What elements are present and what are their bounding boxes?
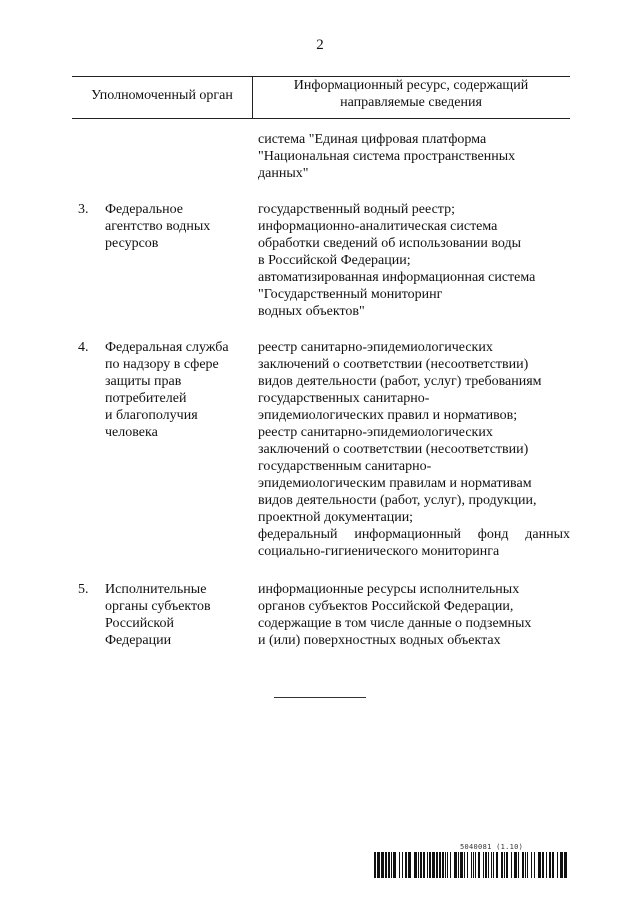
agency-line: Исполнительные [105,582,207,597]
agency-line: Федеральное [105,202,184,217]
resource-line: реестр санитарно-эпидемиологических [258,340,493,355]
barcode-bar [429,852,431,878]
barcode-bar [381,852,384,878]
agency-line: Федеральная служба [105,340,229,355]
barcode-bar [464,852,465,878]
barcode-bar [475,852,476,878]
resource-line: информационные ресурсы исполнительных [258,582,520,597]
barcode-bar [473,852,474,878]
row-number: 4. [78,340,89,355]
resource-line: федеральный информационный фонд данных [258,527,570,542]
agency-line: по надзору в сфере [105,357,219,372]
barcode-bar [496,852,498,878]
resource-line: система "Единая цифровая платформа [258,132,487,147]
resource-line: содержащие в том числе данные о подземных [258,616,532,631]
resource-line: заключений о соответствии (несоответствии) [258,357,529,372]
barcode-bar [445,852,446,878]
barcode-bar [522,852,524,878]
continuation-text [258,131,570,182]
resource-line: видов деятельности (работ, услуг) требованиям [258,374,542,389]
barcode-bar [374,852,376,878]
barcode-bar [488,852,489,878]
header-authority: Уполномоченный орган [91,88,233,103]
barcode-bar [511,852,512,878]
barcode-bar [514,852,517,878]
row-resource [258,581,570,649]
barcode-bar [471,852,472,878]
resource-line: социально-гигиенического мониторинга [258,544,500,559]
barcode-bar [525,852,526,878]
resource-line: данных" [258,166,309,181]
barcode-bar [483,852,484,878]
barcode-bar [538,852,541,878]
row-resource [258,201,570,320]
agency-line: потребителей [105,391,187,406]
barcode-bar [504,852,505,878]
barcode-bar [418,852,419,878]
barcode-bar [506,852,508,878]
row-agency [105,201,250,252]
page-number: 2 [316,37,324,53]
end-of-document-rule [274,697,366,698]
barcode-bar [450,852,451,878]
barcode-bar [393,852,396,878]
barcode-bar [491,852,492,878]
resource-line: государственных санитарно- [258,391,430,406]
agency-line: Федерации [105,633,172,648]
resource-line: и (или) поверхностных водных объектах [258,633,501,648]
barcode-bar [377,852,380,878]
resource-line: заключений о соответствии (несоответствии) [258,442,529,457]
barcode-bar [485,852,487,878]
barcode-bar [478,852,480,878]
barcode-bar [388,852,390,878]
barcode-bar [399,852,400,878]
barcode-bar [501,852,503,878]
barcode-bar [460,852,463,878]
header-resource-line: Информационный ресурс, содержащий [293,78,529,93]
barcode-bar [518,852,519,878]
barcode-bar [442,852,444,878]
document-code: 5040081 (1.10) [460,843,524,851]
row-agency [105,339,250,441]
agency-line: агентство водных [105,219,211,234]
row-number: 3. [78,202,89,217]
row-resource [258,339,570,560]
barcode-bar [493,852,494,878]
agency-line: и благополучия [105,408,198,423]
agency-line: ресурсов [105,236,159,251]
barcode-bar [531,852,532,878]
barcode-bar [454,852,457,878]
barcode-bar [447,852,448,878]
resource-line: государственный водный реестр; [258,202,455,217]
barcode [374,852,568,878]
resource-line: проектной документации; [258,510,414,525]
resource-line: обработки сведений об использовании воды [258,236,521,251]
barcode-bar [408,852,411,878]
barcode-bar [560,852,563,878]
barcode-bar [439,852,441,878]
barcode-bar [546,852,547,878]
resource-line: органов субъектов Российской Федерации, [258,599,514,614]
barcode-bar [423,852,425,878]
resource-line: водных объектов" [258,304,365,319]
agency-line: человека [105,425,158,440]
barcode-bar [427,852,428,878]
barcode-bar [391,852,392,878]
barcode-bar [420,852,422,878]
resource-line: "Государственный мониторинг [258,287,443,302]
resource-line: видов деятельности (работ, услуг), продукции, [258,493,537,508]
barcode-bar [432,852,435,878]
barcode-bar [467,852,468,878]
header-resource-line: направляемые сведения [340,95,482,110]
header-bottom-rule [72,118,570,119]
resource-line: в Российской Федерации; [258,253,411,268]
resource-line: реестр санитарно-эпидемиологических [258,425,493,440]
barcode-bar [534,852,535,878]
resource-line: "Национальная система пространственных [258,149,516,164]
row-number: 5. [78,582,89,597]
row-agency [105,581,250,649]
barcode-bar [564,852,567,878]
agency-line: Российской [105,616,174,631]
resource-line: информационно-аналитическая система [258,219,498,234]
barcode-bar [458,852,459,878]
resource-line: эпидемиологических правил и нормативов; [258,408,518,423]
resource-line: эпидемиологическим правилам и нормативам [258,476,532,491]
barcode-bar [385,852,387,878]
barcode-bar [542,852,544,878]
barcode-bar [549,852,551,878]
agency-line: защиты прав [105,374,182,389]
barcode-bar [402,852,403,878]
barcode-bar [436,852,438,878]
resource-line: государственным санитарно- [258,459,432,474]
barcode-bar [414,852,417,878]
barcode-bar [527,852,528,878]
agency-line: органы субъектов [105,599,211,614]
header-resource [252,77,570,111]
resource-line: автоматизированная информационная система [258,270,536,285]
barcode-bar [557,852,558,878]
barcode-bar [552,852,554,878]
barcode-bar [405,852,407,878]
